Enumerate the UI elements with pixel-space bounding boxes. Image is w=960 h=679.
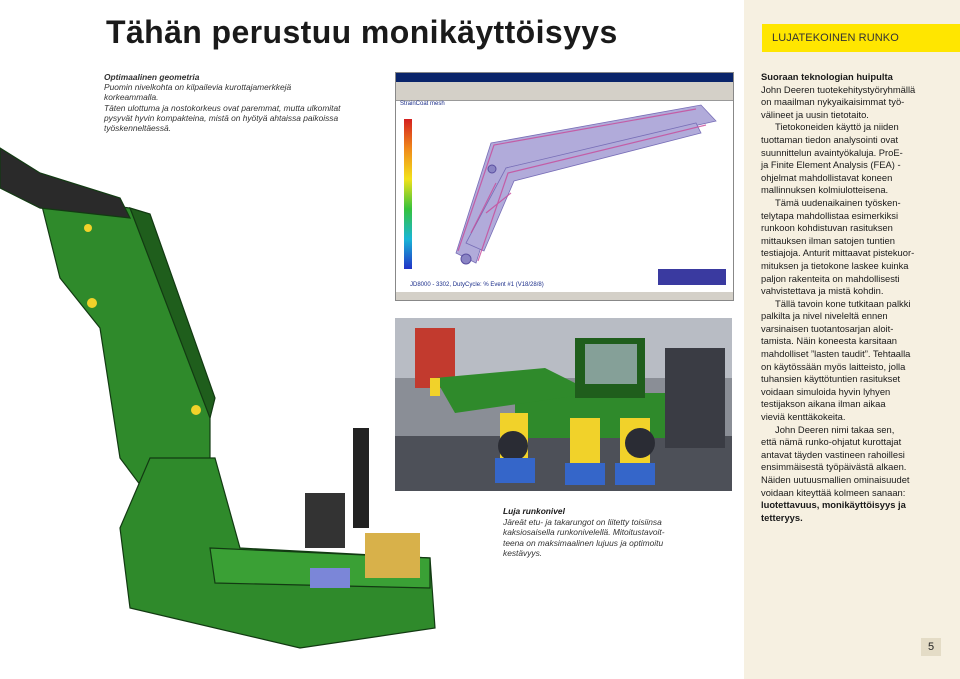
body-line: välineet ja uusin tietotaito. [761,108,869,120]
body-line: tuhansien käyttötuntien rasitukset [761,373,901,385]
body-line: Tämä uudenaikainen työsken- [775,196,901,208]
body-line: mittauksen ilman satojen tuntien [761,234,895,246]
body-line: voidaan simuloida hyvin lyhyen [761,385,891,397]
main-body-text [761,71,953,524]
body-line: Tällä tavoin kone tutkitaan palkki [775,297,911,309]
intro-text-block [104,72,344,133]
section-tag [762,24,960,52]
body-line: on maailman nykyaikaisimmat työ- [761,96,905,108]
photo-caption [503,506,681,559]
body-closing-line: luotettavuus, monikäyttöisyys ja [761,499,906,511]
window-statusbar [396,292,733,300]
intro-line: Täten ulottuma ja nostokorkeus ovat paremmat, mutta ulkomitat [104,102,341,113]
body-line: John Deeren tuotekehitystyöryhmällä [761,83,916,95]
body-line: vieviä kenttäkokeita. [761,411,846,423]
page-title: Tähän perustuu monikäyttöisyys [106,14,618,50]
test-rig-photo [395,318,732,491]
intro-line: työskenneltäessä. [104,123,172,134]
body-line: palkilta ja nivel niveleltä ennen [761,310,888,322]
body-line: ohjelmat mahdollistavat koneen [761,171,893,183]
body-line: voidaan kiteyttää kolmeen sanaan: [761,486,906,498]
body-line: mallinnuksen kolmiulotteisena. [761,184,889,196]
body-line: testiajoja. Anturit mittaavat pistekuor- [761,247,915,259]
body-line: John Deeren nimi takaa sen, [775,423,895,435]
intro-heading: Optimaalinen geometria [104,72,200,82]
body-heading: Suoraan teknologian huipulta [761,71,893,82]
fea-boom-render [396,73,733,300]
body-line: mituksen ja tietokone laskee kuinka [761,259,909,271]
caption-line: kestävyys. [503,548,543,559]
body-line: ensimmäisestä työpäivästä alkaen. [761,461,907,473]
body-closing-line: tetteryys. [761,511,803,523]
intro-line: Puomin nivelkohta on kilpailevia kurottajamerkkejä korkeammalla. [104,82,292,103]
test-rig-illustration [395,318,732,491]
body-line: suunnittelun avaintyökaluja. ProE- [761,146,903,158]
fea-analysis-screenshot [395,72,734,301]
fea-status-text: JD8000 - 3302, DutyCycle: % Event #1 (V18/28/8) [410,282,544,288]
body-line: tamista. Näin koneesta karsitaan [761,335,898,347]
page-number: 5 [921,638,941,656]
body-line: mahdolliset ”lasten taudit”. Tehtaalla [761,348,911,360]
body-line: antavat täyden vastineen rahoillesi [761,448,905,460]
body-line: runkoon kohdistuvan rasituksen [761,222,893,234]
fea-panel-label: StrainCoat mesh [400,101,445,107]
section-tag-label: LUJATEKOINEN RUNKO [772,32,899,44]
body-line: telytapa mahdollistaa esimerkiksi [761,209,899,221]
caption-line: Järeät etu- ja takarungot on liitetty toisiinsa [503,516,662,527]
body-line: Tietokoneiden käyttö ja niiden [775,121,899,133]
cutaway-machine-illustration [0,128,440,663]
body-line: paljon rakenteita on mahdollisesti [761,272,900,284]
body-line: varsinaisen tuotantosarjan aloit- [761,322,894,334]
caption-line: kaksiosaisella runkonivelellä. Mitoitustavoit- [503,527,665,538]
body-line: että nämä runko-ohjatut kurottajat [761,436,902,448]
body-line: on käytössään myös laitteisto, jolla [761,360,906,372]
body-line: ja Finite Element Analysis (FEA) - [761,159,901,171]
intro-line: pysyvät hyvin kompakteina, mistä on hyötyä ahtaissa paikoissa [104,112,339,123]
body-line: testijakson aikana ilman aikaa [761,398,886,410]
body-line: Näiden uutuusmallien ominaisuudet [761,474,910,485]
body-line: vahvistettava ja mistä kohdin. [761,285,884,297]
body-line: tuottaman tiedon analysointi ovat [761,133,899,145]
info-box [658,269,726,285]
caption-line: teena on maksimaalinen lujuus ja optimoitu [503,537,664,548]
exhaust-stack [353,428,369,528]
caption-heading: Luja runkonivel [503,506,565,516]
